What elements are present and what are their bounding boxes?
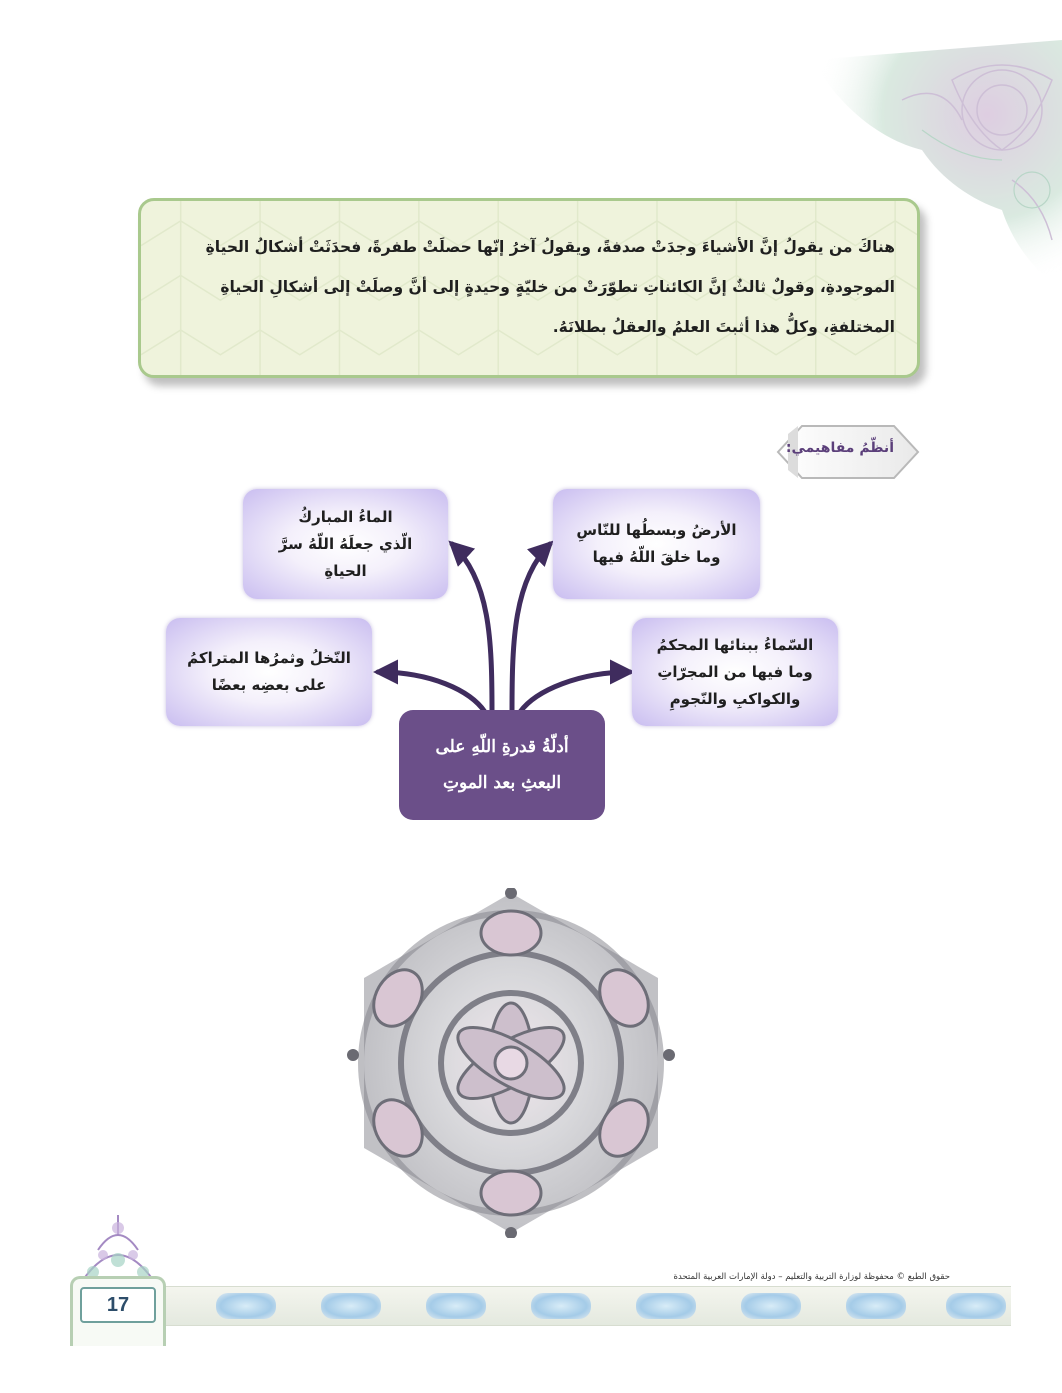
concept-node-water (243, 489, 448, 599)
node-line: وما خلقَ اللّهُ فيها (592, 548, 721, 566)
concept-map-center (399, 710, 605, 820)
arabesque-rosette-ornament (326, 888, 696, 1238)
band-ornament (321, 1293, 381, 1319)
band-ornament (636, 1293, 696, 1319)
intro-box (138, 198, 920, 378)
page-number: 17 (80, 1287, 156, 1323)
center-line: أدلّةُ قدرةِ اللّهِ على (435, 737, 569, 757)
node-line: الّذي جعلَهُ اللّهُ سرَّ (278, 534, 413, 553)
node-line: السّماءُ ببنائها المحكمُ (656, 635, 814, 654)
node-line: الماءُ المباركُ (298, 507, 393, 526)
node-line: النّخلُ وثمرُها المتراكمُ (187, 649, 351, 667)
concept-node-sky (632, 618, 838, 726)
concepts-tag-label: أنظّمُ مفاهيمي: (785, 440, 894, 456)
arrow-to-palm (378, 672, 485, 712)
concepts-section-tag (774, 424, 920, 480)
band-ornament (741, 1293, 801, 1319)
center-line: البعثِ بعد الموتِ (442, 773, 562, 793)
concept-node-palm (166, 618, 372, 726)
band-ornament (846, 1293, 906, 1319)
band-ornament (426, 1293, 486, 1319)
band-ornament (531, 1293, 591, 1319)
node-line: وما فيها من المجرّاتِ (657, 662, 813, 681)
node-line: الحياةِ (324, 561, 367, 580)
node-line: والكواكبِ والنّجومِ (669, 689, 801, 708)
node-line: على بعضِه بعضًا (211, 676, 327, 694)
band-ornament (946, 1293, 1006, 1319)
node-line: الأرضُ وبسطُها للنّاسِ (576, 521, 737, 539)
arrow-to-sky (520, 672, 630, 712)
arrow-to-water (452, 544, 492, 712)
intro-paragraph: هناكَ من يقولُ إنَّ الأشياءَ وجدَتْ صدفةً، ويقولُ آخرُ إنّها حصلَتْ طفرةً، فحدَثَتْ أشكالُ الحياةِ الموجودةِ، وقولٌ ثالثٌ إنَّ الكائناتِ تطوّرَتْ من خليّةٍ وحيدةٍ إلى أنَّ وصلَتْ إلى أشكالِ الحياةِ المختلفةِ، وكلُّ هذا أثبتَ العلمُ والعقلُ بطلانَهُ. (205, 238, 895, 336)
arrow-to-earth (512, 544, 550, 712)
concept-node-earth (553, 489, 760, 599)
band-ornament (216, 1293, 276, 1319)
copyright-notice: حقوق الطبع © محفوظة لوزارة التربية والتعليم – دولة الإمارات العربية المتحدة (673, 1272, 950, 1282)
footer-decorative-band (166, 1286, 1011, 1326)
